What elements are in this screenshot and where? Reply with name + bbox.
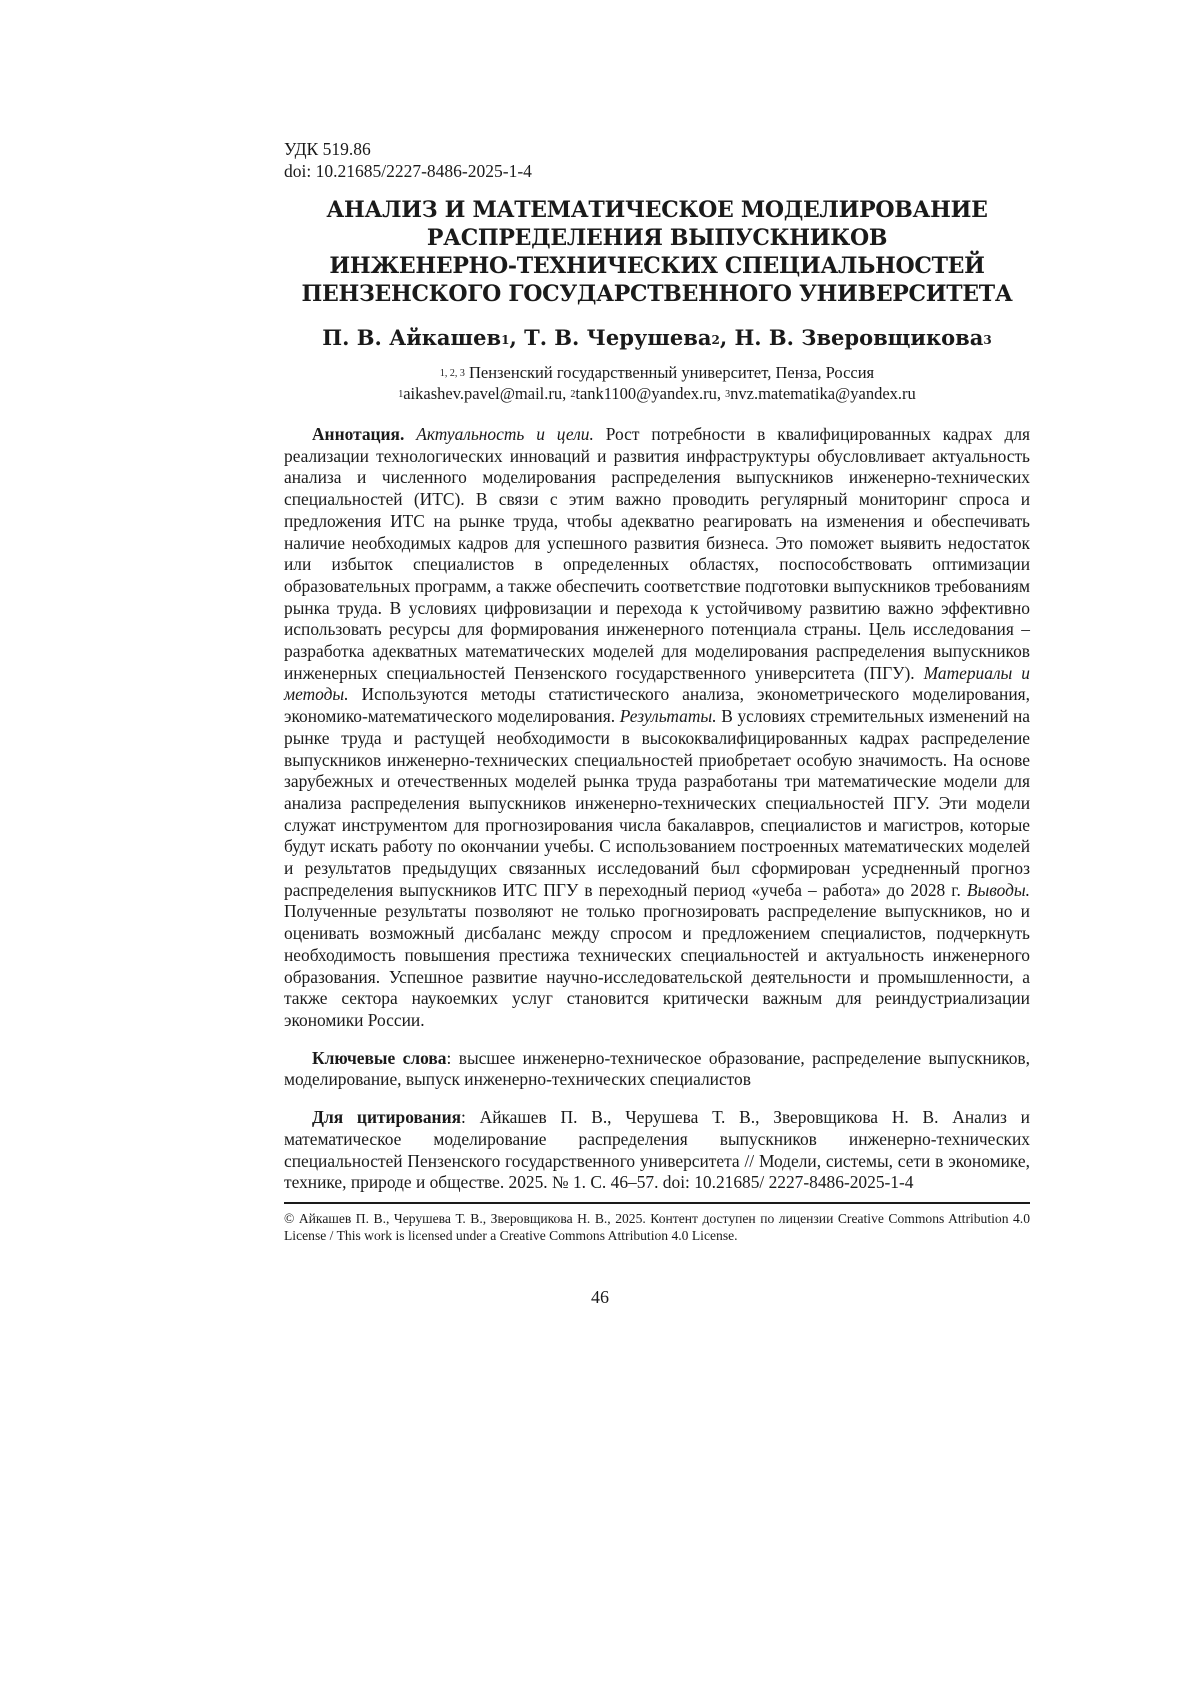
page-number: 46 (591, 1287, 609, 1307)
citation (284, 1107, 1030, 1194)
email-superscript: 3 (725, 389, 731, 400)
title-line: ИНЖЕНЕРНО-ТЕХНИЧЕСКИХ СПЕЦИАЛЬНОСТЕЙ (329, 253, 985, 279)
abstract (284, 424, 1030, 1032)
abstract-text: Используются методы статистического анализа, эконометрического моделирования, экономико-математического моделирования. (284, 684, 1030, 727)
affiliation (284, 362, 1030, 383)
email-superscript: 2 (570, 389, 576, 400)
keywords-text: : высшее инженерно-техническое образование, распределение выпускников, моделирование, выпуск инженерно-технических специалистов (284, 1047, 1030, 1090)
title-line: АНАЛИЗ И МАТЕМАТИЧЕСКОЕ МОДЕЛИРОВАНИЕ (326, 197, 988, 223)
title-line: ПЕНЗЕНСКОГО ГОСУДАРСТВЕННОГО УНИВЕРСИТЕТА (301, 281, 1013, 307)
abstract-section-label: Материалы и методы. (284, 662, 1031, 705)
author-superscript: 3 (983, 333, 992, 347)
affiliation-block (284, 362, 1030, 404)
author-name: Н. В. Зверовщикова (734, 325, 984, 350)
article-page (284, 138, 1030, 1244)
citation-label: Для цитирования (312, 1107, 461, 1128)
keywords (284, 1048, 1030, 1091)
author-name: П. В. Айкашев (322, 325, 502, 350)
citation-text: : Айкашев П. В., Черушева Т. В., Зверовщикова Н. В. Анализ и математическое моделирование распределения выпускников инженерно-технических специальностей Пензенского государственного университета // Модели, системы, сети в экономике, технике, природе и обществе. 2025. № 1. С. 46–57. doi: 10.21685/ 2227-8486-2025-1-4 (284, 1107, 1030, 1193)
email-link[interactable]: nvz.matematika@yandex.ru (730, 384, 916, 403)
email-link[interactable]: aikashev.pavel@mail.ru, (403, 384, 571, 403)
affiliation-text: Пензенский государственный университет, Пенза, Россия (464, 363, 875, 382)
author-superscript: 2 (711, 333, 720, 347)
doi: doi: 10.21685/2227-8486-2025-1-4 (284, 161, 532, 181)
keywords-label: Ключевые слова (312, 1047, 447, 1068)
title-line: РАСПРЕДЕЛЕНИЯ ВЫПУСКНИКОВ (426, 225, 888, 251)
author-name: Т. В. Черушева (524, 325, 712, 350)
abstract-text: Полученные результаты позволяют не только прогнозировать распределение выпускников, но и оценивать возможный дисбаланс между спросом и предложением специалистов, подчеркнуть необходимость повышения престижа технических специальностей и актуальность инженерного образования. Успешное развитие научно-исследовательской деятельности и промышленности, а также сектора наукоемких услуг становится критически важным для реиндустриализации экономики России. (284, 901, 1030, 1030)
udk-code: УДК 519.86 (284, 139, 371, 159)
author-superscript: 1 (501, 333, 510, 347)
abstract-section-label: Результаты. (619, 706, 717, 727)
affiliation-superscript: 1, 2, 3 (439, 368, 465, 379)
copyright-notice: © Айкашев П. В., Черушева Т. В., Зверовщикова Н. В., 2025. Контент доступен по лицензии Creative Commons Attribution 4.0 License / This work is licensed under a Creative Commons Attribution 4.0 License. (284, 1210, 1030, 1243)
article-title (284, 196, 1030, 308)
footnote-divider (284, 1202, 1030, 1204)
abstract-section-label: Выводы. (966, 879, 1030, 900)
abstract-section-label: Актуальность и цели. (416, 424, 594, 444)
author-separator: , (719, 325, 735, 350)
abstract-text: Рост потребности в квалифицированных кадрах для реализации технологических инноваций и развития инфраструктуры обусловливает актуальность анализа и численного моделирования распределения выпускников инженерно-технических специальностей (ИТС). В связи с этим важно проводить регулярный мониторинг спроса и предложения ИТС на рынке труда, чтобы адекватно реагировать на изменения и обеспечивать наличие необходимых кадров для успешного развития бизнеса. Это поможет выявить недостаток или избыток специалистов в определенных областях, поспособствовать оптимизации образовательных программ, а также обеспечить соответствие подготовки выпускников требованиям рынка труда. В условиях цифровизации и перехода к устойчивому развитию важно эффективно использовать ресурсы для формирования инженерного потенциала страны. Цель исследования – разработка адекватных математических моделей для моделирования распределения выпускников инженерных специальностей Пензенского государственного университета (ПГУ). (284, 424, 1030, 683)
author-separator: , (509, 325, 525, 350)
abstract-label: Аннотация. (312, 424, 405, 444)
author-emails (284, 383, 1030, 404)
authors (284, 324, 1030, 352)
email-link[interactable]: tank1100@yandex.ru, (575, 384, 726, 403)
email-superscript: 1 (398, 389, 404, 400)
abstract-text: В условиях стремительных изменений на рынке труда и растущей необходимости в высококвалифицированных кадрах распределение выпускников инженерно-технических специальностей приобретает особую значимость. На основе зарубежных и отечественных моделей рынка труда разработаны три математические модели для анализа распределения выпускников инженерно-технических специальностей ПГУ. Эти модели служат инструментом для прогнозирования числа бакалавров, специалистов и магистров, которые будут искать работу по окончании учебы. С использованием построенных математических моделей и результатов предыдущих связанных исследований был сформирован усредненный прогноз распределения выпускников ИТС ПГУ в переходный период «учеба – работа» до 2028 г. (284, 706, 1030, 900)
